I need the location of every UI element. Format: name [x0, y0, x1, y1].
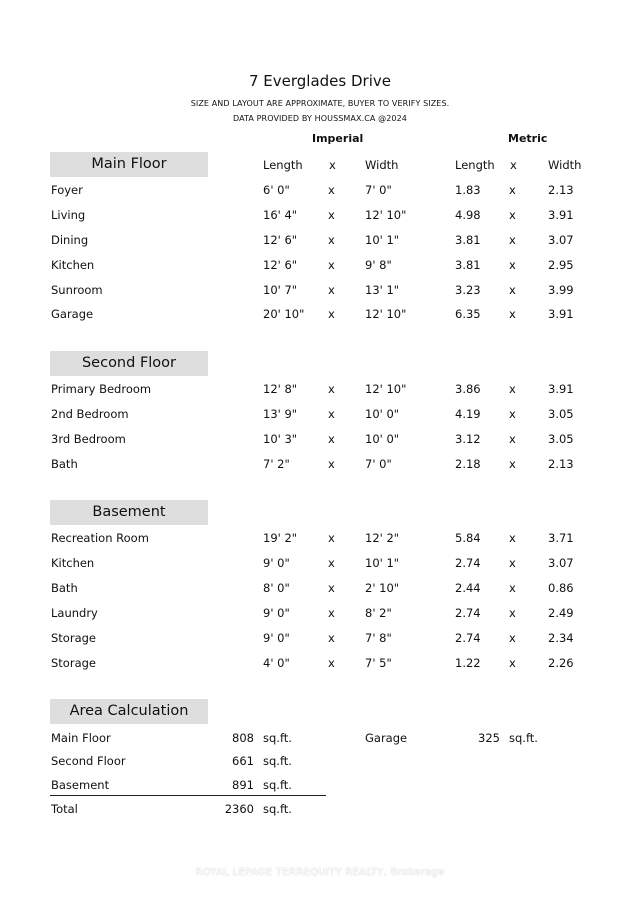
imperial-length: 9' 0": [263, 606, 290, 620]
imperial-width: 8' 2": [365, 606, 392, 620]
imperial-header: Imperial: [312, 132, 364, 145]
metric-x-header: x: [510, 158, 517, 172]
disclaimer-text: SIZE AND LAYOUT ARE APPROXIMATE, BUYER TO VERIFY SIZES.: [190, 99, 450, 108]
area-name: Total: [51, 802, 78, 816]
imperial-width: 7' 5": [365, 656, 392, 670]
area-name: Main Floor: [51, 731, 111, 745]
times-sign: x: [509, 606, 516, 620]
times-sign: x: [328, 382, 335, 396]
metric-width: 3.05: [548, 432, 574, 446]
metric-length: 2.74: [455, 556, 481, 570]
metric-width: 3.99: [548, 283, 574, 297]
room-row: [0, 656, 640, 676]
imperial-width: 10' 0": [365, 407, 400, 421]
times-sign: x: [328, 208, 335, 222]
metric-length: 2.74: [455, 631, 481, 645]
area-value: 2360: [224, 802, 254, 816]
metric-length-header: Length: [455, 158, 495, 172]
times-sign: x: [509, 233, 516, 247]
room-name: Primary Bedroom: [51, 382, 152, 396]
room-row: [0, 432, 640, 452]
imperial-width: 12' 10": [365, 208, 407, 222]
metric-length: 3.12: [455, 432, 481, 446]
imperial-width: 12' 10": [365, 382, 407, 396]
room-name: Kitchen: [51, 556, 95, 570]
times-sign: x: [328, 432, 335, 446]
document-title: 7 Everglades Drive: [248, 72, 391, 90]
room-row: [0, 183, 640, 203]
imperial-width: 12' 2": [365, 531, 400, 545]
imperial-length: 6' 0": [263, 183, 290, 197]
metric-length: 4.98: [455, 208, 481, 222]
metric-length: 2.18: [455, 457, 481, 471]
times-sign: x: [509, 208, 516, 222]
imperial-length: 13' 9": [263, 407, 298, 421]
garage-area-unit: sq.ft.: [509, 731, 538, 745]
imperial-width-header: Width: [365, 158, 399, 172]
section-label: Area Calculation: [50, 699, 208, 724]
room-name: Sunroom: [51, 283, 103, 297]
area-row-main-floor: [0, 731, 640, 751]
times-sign: x: [328, 233, 335, 247]
metric-width: 3.07: [548, 233, 574, 247]
times-sign: x: [328, 407, 335, 421]
room-row: [0, 606, 640, 626]
metric-width: 2.49: [548, 606, 574, 620]
metric-length: 6.35: [455, 307, 481, 321]
metric-width: 2.13: [548, 183, 574, 197]
area-unit: sq.ft.: [263, 802, 292, 816]
imperial-length: 9' 0": [263, 556, 290, 570]
times-sign: x: [328, 556, 335, 570]
imperial-length: 20' 10": [263, 307, 305, 321]
imperial-length: 10' 3": [263, 432, 298, 446]
brokerage-watermark: ROYAL LEPAGE TERREQUITY REALTY, Brokerage: [195, 867, 445, 878]
room-row: [0, 556, 640, 576]
times-sign: x: [509, 307, 516, 321]
room-row: [0, 307, 640, 327]
imperial-width: 2' 10": [365, 581, 400, 595]
times-sign: x: [509, 407, 516, 421]
times-sign: x: [509, 258, 516, 272]
metric-width: 2.95: [548, 258, 574, 272]
imperial-length: 9' 0": [263, 631, 290, 645]
metric-length: 2.74: [455, 606, 481, 620]
imperial-length: 16' 4": [263, 208, 298, 222]
room-name: 3rd Bedroom: [51, 432, 126, 446]
metric-width: 3.91: [548, 208, 574, 222]
room-row: [0, 631, 640, 651]
metric-width: 2.26: [548, 656, 574, 670]
imperial-length: 4' 0": [263, 656, 290, 670]
times-sign: x: [509, 656, 516, 670]
metric-width: 3.05: [548, 407, 574, 421]
times-sign: x: [328, 307, 335, 321]
area-unit: sq.ft.: [263, 778, 292, 792]
room-name: Recreation Room: [51, 531, 149, 545]
imperial-width: 10' 0": [365, 432, 400, 446]
times-sign: x: [328, 457, 335, 471]
times-sign: x: [509, 556, 516, 570]
metric-length: 3.81: [455, 233, 481, 247]
room-row: [0, 233, 640, 253]
metric-width: 3.71: [548, 531, 574, 545]
room-name: Bath: [51, 457, 78, 471]
area-unit: sq.ft.: [263, 754, 292, 768]
metric-length: 3.86: [455, 382, 481, 396]
section-label: Second Floor: [50, 351, 208, 376]
imperial-width: 7' 8": [365, 631, 392, 645]
area-name: Basement: [51, 778, 110, 792]
room-name: Foyer: [51, 183, 83, 197]
room-row: [0, 258, 640, 278]
metric-width: 2.13: [548, 457, 574, 471]
times-sign: x: [328, 656, 335, 670]
room-name: Living: [51, 208, 86, 222]
room-row: [0, 531, 640, 551]
imperial-x-header: x: [329, 158, 336, 172]
area-row-second-floor: [0, 754, 640, 774]
imperial-width: 13' 1": [365, 283, 400, 297]
times-sign: x: [509, 631, 516, 645]
room-name: Dining: [51, 233, 89, 247]
metric-width: 0.86: [548, 581, 574, 595]
imperial-length: 10' 7": [263, 283, 298, 297]
imperial-width: 10' 1": [365, 556, 400, 570]
metric-length: 3.81: [455, 258, 481, 272]
room-name: Garage: [51, 307, 94, 321]
section-label: Main Floor: [50, 152, 208, 177]
metric-length: 2.44: [455, 581, 481, 595]
section-label: Basement: [50, 500, 208, 525]
times-sign: x: [509, 183, 516, 197]
times-sign: x: [328, 183, 335, 197]
metric-header: Metric: [508, 132, 548, 145]
area-name: Second Floor: [51, 754, 126, 768]
times-sign: x: [328, 606, 335, 620]
imperial-length: 7' 2": [263, 457, 290, 471]
imperial-length: 19' 2": [263, 531, 298, 545]
metric-length: 4.19: [455, 407, 481, 421]
room-row: [0, 283, 640, 303]
room-name: Kitchen: [51, 258, 95, 272]
times-sign: x: [328, 531, 335, 545]
metric-length: 1.83: [455, 183, 481, 197]
room-row: [0, 581, 640, 601]
area-value: 661: [232, 754, 254, 768]
room-row: [0, 382, 640, 402]
times-sign: x: [328, 258, 335, 272]
room-name: Storage: [51, 656, 96, 670]
total-divider: [50, 795, 326, 796]
data-source-text: DATA PROVIDED BY HOUSSMAX.CA @2024: [232, 114, 407, 123]
times-sign: x: [328, 283, 335, 297]
imperial-length: 8' 0": [263, 581, 290, 595]
garage-area-name: Garage: [365, 731, 408, 745]
times-sign: x: [509, 457, 516, 471]
room-name: Storage: [51, 631, 96, 645]
metric-width-header: Width: [548, 158, 582, 172]
area-unit: sq.ft.: [263, 731, 292, 745]
times-sign: x: [509, 283, 516, 297]
room-name: 2nd Bedroom: [51, 407, 129, 421]
imperial-width: 9' 8": [365, 258, 392, 272]
metric-width: 3.91: [548, 382, 574, 396]
metric-length: 3.23: [455, 283, 481, 297]
room-name: Laundry: [51, 606, 98, 620]
room-row: [0, 457, 640, 477]
imperial-length: 12' 6": [263, 258, 298, 272]
imperial-length: 12' 8": [263, 382, 298, 396]
room-name: Bath: [51, 581, 78, 595]
area-row-total: [0, 802, 640, 822]
times-sign: x: [509, 382, 516, 396]
times-sign: x: [328, 631, 335, 645]
imperial-width: 12' 10": [365, 307, 407, 321]
imperial-width: 10' 1": [365, 233, 400, 247]
imperial-width: 7' 0": [365, 457, 392, 471]
times-sign: x: [509, 581, 516, 595]
times-sign: x: [509, 432, 516, 446]
metric-length: 5.84: [455, 531, 481, 545]
room-row: [0, 208, 640, 228]
metric-width: 3.07: [548, 556, 574, 570]
area-value: 808: [232, 731, 254, 745]
times-sign: x: [328, 581, 335, 595]
imperial-length: 12' 6": [263, 233, 298, 247]
imperial-length-header: Length: [263, 158, 303, 172]
metric-width: 3.91: [548, 307, 574, 321]
metric-length: 1.22: [455, 656, 481, 670]
metric-width: 2.34: [548, 631, 574, 645]
imperial-width: 7' 0": [365, 183, 392, 197]
garage-area-value: 325: [478, 731, 500, 745]
room-row: [0, 407, 640, 427]
area-value: 891: [232, 778, 254, 792]
times-sign: x: [509, 531, 516, 545]
